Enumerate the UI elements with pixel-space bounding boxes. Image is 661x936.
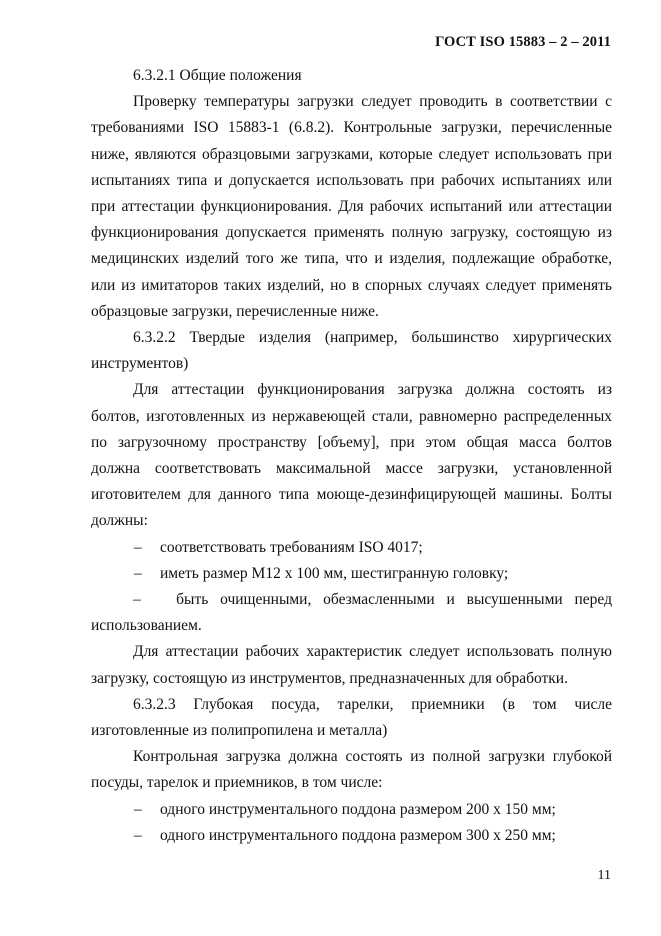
list-item-wrapped [91,587,612,613]
list-item [91,535,612,561]
section-heading-6-3-2-2: 6.3.2.2 Твердые изделия (например, большинство хирургических [133,329,612,347]
paragraph-line: загрузку, состоящую из инструментов, предназначенных для обработки. [91,669,568,687]
paragraph-line: медицинских изделий того же типа, что и изделия, подлежащие обработке, [91,250,612,268]
list-item-text: иметь размер М12 х 100 мм, шестигранную головку; [160,564,509,582]
page-number: 11 [597,868,611,883]
paragraph-line: ниже, являются образцовыми загрузками, которые следует использовать при [91,145,612,163]
paragraph-line: посуды, тарелок и приемников, в том числе: [91,774,383,792]
list-item [91,797,612,823]
list-dash: – [134,826,142,844]
section-heading-6-3-2-3: 6.3.2.3 Глубокая посуда, тарелки, приемники (в том числе [133,695,612,713]
paragraph-line: Контрольная загрузка должна состоять из полной загрузки глубокой [133,748,612,766]
list-item-text: соответствовать требованиям ISO 4017; [160,538,423,556]
list-item-text: одного инструментального поддона размером 300 х 250 мм; [160,826,556,844]
paragraph-line: функционирования допускается применять полную загрузку, состоящую из [91,224,612,242]
list-dash: – [134,564,142,582]
section-heading-line: изготовленные из полипропилена и металла) [91,722,388,740]
paragraph-line: должна соответствовать максимальной массе загрузки, установленной [91,460,612,478]
list-item [91,561,612,587]
list-item-text: быть очищенными, обезмасленными и высушенными перед [176,591,612,609]
paragraph-line: или из имитаторов таких изделий, но в спорных случаях следует применять [91,276,612,294]
paragraph-line: болтов, изготовленных из нержавеющей стали, равномерно распределенных [91,407,612,425]
list-item-text: одного инструментального поддона размером 200 х 150 мм; [160,800,556,818]
list-dash: – [134,800,142,818]
document-header: ГОСТ ISO 15883 – 2 – 2011 [435,34,611,50]
list-dash: – [134,538,142,556]
paragraph-line: должны: [91,512,148,530]
paragraph-line: иготовителем для данного типа моюще-дезинфицирующей машины. Болты [91,486,612,504]
section-heading-line: инструментов) [91,355,189,373]
paragraph-line: Проверку температуры загрузки следует проводить в соответствии с [133,93,612,111]
list-item-continuation: использованием. [91,617,202,635]
paragraph-line: требованиями ISO 15883-1 (6.8.2). Контрольные загрузки, перечисленные [91,119,612,137]
section-heading-6-3-2-1: 6.3.2.1 Общие положения [133,67,302,84]
paragraph-line: образцовые загрузки, перечисленные ниже. [91,302,379,320]
paragraph-line: Для аттестации функционирования загрузка должна состоять из [133,381,612,399]
page-content [91,63,612,849]
paragraph-line: Для аттестации рабочих характеристик следует использовать полную [133,643,612,661]
list-dash: – [133,591,141,609]
paragraph-line: при аттестации функционирования. Для рабочих испытаний или аттестации [91,198,612,216]
list-item [91,823,612,849]
paragraph-line: испытаниях типа и допускается использовать при рабочих испытаниях или [91,171,612,189]
paragraph-line: по загрузочному пространству [объему], при этом общая масса болтов [91,433,612,451]
